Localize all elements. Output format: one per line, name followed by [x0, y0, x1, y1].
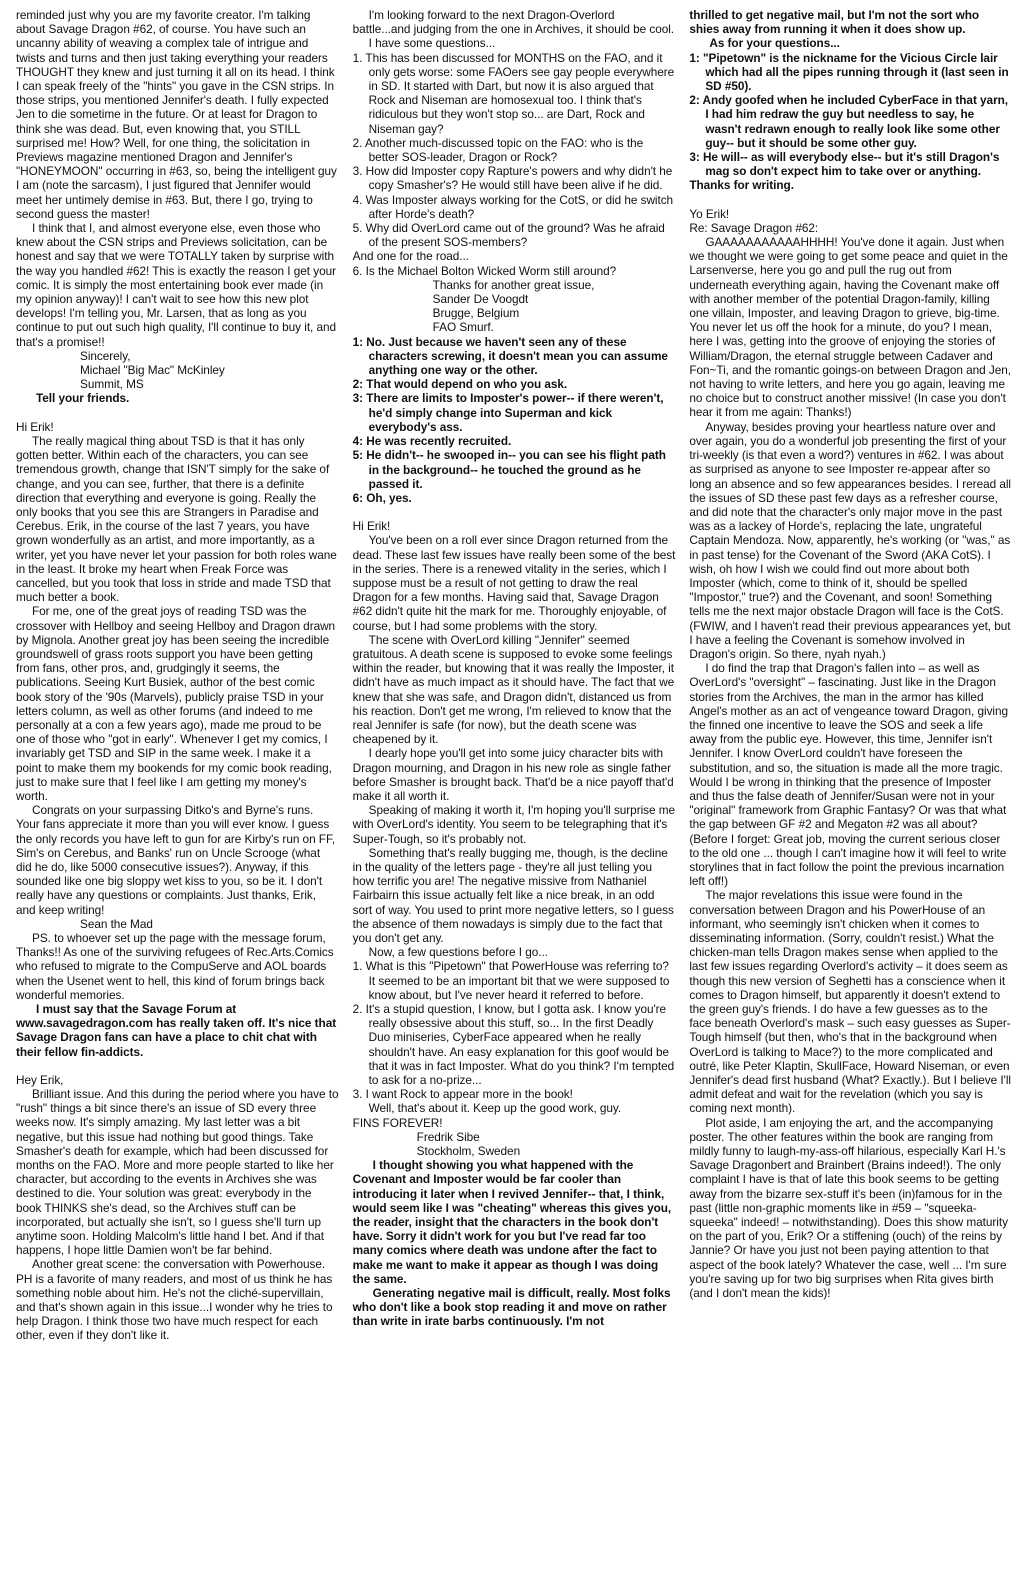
paragraph: 6: Oh, yes.: [352, 490, 412, 505]
paragraph: I must say that the Savage Forum at www.savagedragon.com has really taken off. It's nice that Savage Dragon fans can have a place to chit chat with their fellow fin-addicts.: [16, 1002, 337, 1059]
column-left: [16, 8, 339, 1588]
paragraph: 1. What is this "Pipetown" that PowerHouse was referring to? It seemed to be an important bit that we were supposed to know about, but I've never heard it referred to before.: [352, 959, 670, 1002]
paragraph: As for your questions...: [709, 36, 840, 51]
paragraph: I do find the trap that Dragon's fallen into – as well as OverLord's "oversight" – fascinating. Just like in the Dragon stories from the Archives, the man in the armor has killed Angel's mother as an act of vengeance toward Dragon, giving the finned one incentive to leave the SOS and seek a life away from the public eye. However, this time, Jennifer isn't Jennifer. I know OverLord couldn't have foreseen the substitution, and so, the situation is made all the more tragic. Would I be wrong in thinking that the presence of Imposter and thus the false death of Jennifer/Susan were not in your "original" framework from Graphic Fantasy? Or was that what the gap between GF #2 and Megaton #2 was all about? (Before I forget: Great job, moving the current serious closer to the old one ... though I can't imagine how it will feel to write storylines that in fact follow the point the previous incarnation left off!): [689, 661, 1009, 889]
paragraph: For me, one of the great joys of reading TSD was the crossover with Hellboy and seeing Hellboy and Dragon drawn by Mignola. Another great joy has been seeing the incredible groundswell of grass roots support you have been getting from fans, other pros, and, grudgingly it seems, the publications. Seeing Kurt Busiek, author of the best comic book story of the '90s (Marvels), publicly praise TSD in your letters column, as well as other forums (and indeed to me personally at a con a few years ago), made me proud to be one of those who "got in early". Whenever I get my comics, I invariably get TSD and SIP in the same week. I make it a point to make them my bookends for my comic book reading, just to make sure that I feel like I am getting my money's worth.: [16, 604, 336, 803]
paragraph: 2. Another much-discussed topic on the FAO: who is the better SOS-leader, Dragon or Rock?: [352, 135, 644, 165]
paragraph: 2: Andy goofed when he included CyberFace in that yarn, I had him redraw the guy but needless to say, he wasn't redrawn enough to really look like some other guy-- but it should be some other guy.: [689, 93, 1008, 150]
paragraph: 3: He will-- as will everybody else-- but it's still Dragon's mag so don't expect him to take over or anything.: [689, 150, 1000, 179]
paragraph: Sincerely,: [80, 348, 131, 363]
paragraph: Well, that's about it. Keep up the good work, guy.: [368, 1101, 622, 1116]
paragraph: I dearly hope you'll get into some juicy character bits with Dragon mourning, and Dragon in his new role as single father before Smasher is brought back. That'd be a nice payoff that'd make it all worth it.: [352, 746, 674, 803]
paragraph: thrilled to get negative mail, but I'm not the sort who shies away from running it when it does show up.: [689, 8, 980, 37]
paragraph: Thanks for another great issue,: [432, 277, 595, 292]
column-right: [689, 8, 1012, 1588]
paragraph: Sander De Voogdt: [432, 292, 529, 307]
paragraph: Generating negative mail is difficult, really. Most folks who don't like a book stop reading it and move on rather than write in irate barbs continuously. I'm not: [352, 1286, 671, 1329]
paragraph: Congrats on your surpassing Ditko's and Byrne's runs. Your fans appreciate it more than you will ever know. I guess the only records you have left to gun for are Kirby's run on FF, Sim's on Cerebus, and Banks' run on Uncle Scrooge (what did he do, like 5000 consecutive issues?). Anyway, if this sounded like one big sloppy wet kiss to you, so be it. I don't really have any questions or complaints. Just thanks, Erik, and keep writing!: [16, 803, 336, 917]
paragraph: 5. Why did OverLord came out of the ground? Was he afraid of the present SOS-members?: [352, 221, 665, 250]
paragraph: You've been on a roll ever since Dragon returned from the dead. These last few issues have really been some of the best in the series. There is a renewed vitality in the series, which I suppose must be a result of not getting to draw the real Dragon for a few months. Having said that, Savage Dragon #62 didn't quite hit the mark for me. Thoroughly enjoyable, of course, but I had some problems with the story.: [352, 533, 676, 633]
paragraph: reminded just why you are my favorite creator. I'm talking about Savage Dragon #62, of course. You have such an uncanny ability of weaving a complex tale of intrigue and twists and turns and then just taking everything your readers THOUGHT they knew and just turning it all on its head. I think I can speak freely of the "hints" you gave in the CSN strips. In those strips, you mentioned Jennifer's death. I fully expected Jen to die sometime in the future. Or at least for Dragon to think she was dead. But, even knowing that, you STILL surprised me! How? Well, for one thing, the solicitation in Previews magazine mentioned Dragon and Jennifer's "HONEYMOON" occurring in #63, so, being the intelligent guy I am (note the sarcasm), I just figured that Jennifer would meet her untimely demise in #63. But, there I go, trying to second guess the master!: [16, 8, 337, 221]
paragraph: Speaking of making it worth it, I'm hoping you'll surprise me with OverLord's identity. You seem to be telegraphing that it's Super-Tough, so it's probably not.: [352, 803, 676, 846]
paragraph: I have some questions...: [368, 36, 496, 51]
paragraph: PS. to whoever set up the page with the message forum, Thanks!! As one of the surviving refugees of Rec.Arts.Comics who refused to migrate to the CompuServe and AOL boards when the Usenet went to hell, this kind of forum brings back wonderful memories.: [16, 931, 334, 1002]
paragraph: Hi Erik!: [16, 419, 54, 434]
paragraph: Thanks for writing.: [689, 178, 794, 193]
paragraph: FINS FOREVER!: [352, 1115, 443, 1130]
paragraph: And one for the road...: [352, 249, 469, 264]
paragraph: 1: No. Just because we haven't seen any of these characters screwing, it doesn't mean you can assume anything one way or the other.: [352, 334, 668, 378]
paragraph: Brilliant issue. And this during the period where you have to "rush" things a bit since there's an issue of SD every three weeks now. It's simply amazing. My last letter was a bit negative, but this issue had nothing but good things. Take Smasher's death for example, which had been discussed for months on the FAO. More and more people started to like her character, but according to the events in Archives she was destined to die. Your solution was great: everybody in the book THINKS she's dead, so the Archives stuff can be incorporated, but actually she isn't, so I guess she'll turn up anytime soon. Holding Malcolm's little hand I bet. And if that happens, I hope little Damien won't be far behind.: [16, 1087, 339, 1258]
paragraph: Stockholm, Sweden: [416, 1144, 521, 1159]
paragraph: Brugge, Belgium: [432, 306, 520, 321]
paragraph: Yo Erik!: [689, 206, 730, 221]
paragraph: 3. I want Rock to appear more in the book!: [352, 1087, 573, 1102]
paragraph: Re: Savage Dragon #62:: [689, 220, 819, 235]
paragraph: Hey Erik,: [16, 1072, 64, 1087]
paragraph: 1. This has been discussed for MONTHS on the FAO, and it only gets worse: some FAOers see gay people everywhere in SD. It started with Dart, but now it is also argued that Rock and Niseman are homosexual too. I think that's ridiculous but they won't stop so... are Dart, Rock and Niseman gay?: [352, 50, 675, 136]
paragraph: Michael "Big Mac" McKinley: [80, 363, 225, 378]
paragraph: Sean the Mad: [80, 916, 153, 931]
paragraph: I'm looking forward to the next Dragon-Overlord battle...and judging from the one in Archives, it should be cool.: [352, 8, 675, 37]
paragraph: Summit, MS: [80, 377, 144, 392]
paragraph: Hi Erik!: [352, 519, 391, 534]
paragraph: Fredrik Sibe: [416, 1129, 480, 1144]
paragraph: Something that's really bugging me, though, is the decline in the quality of the letters page - they're all just telling you how terrific you are! The negative missive from Nathaniel Fairbairn this issue actually felt like a nice break, in an odd sort of way. You used to print more negative letters, so I guess the absence of them nowadays is simply due to the fact that you don't get any.: [352, 845, 674, 945]
paragraph: Anyway, besides proving your heartless nature over and over again, you do a wonderful job presenting the first of your tri-weekly (is that even a word?) ventures in #62. I was about as surprised as anyone to see Imposter re-appear after so long an absence and so few appearances besides. I reread all the issues of SD these past few days as a refresher course, and did note that the character's only major move in the past was as a lackey of Horde's, replacing the late, ungrateful Captain Mendoza. Now, apparently, he's working (or "was," as in past tense) for the Covenant of the Sword (AKA CotS). I wish, oh how I wish we could find out more about both Imposter (which, come to think of it, should be spelled "Impostor," true?) and the Covenant, and soon! Something tells me the next major obstacle Dragon will face is the CotS. (FWIW, and I haven't read their previous appearances yet, but I have a feeling the Covenant is somehow involved in Dragon's origin. So there, nyah nyah.): [689, 419, 1011, 661]
paragraph: 4: He was recently recruited.: [352, 434, 512, 449]
paragraph: The major revelations this issue were found in the conversation between Dragon and his PowerHouse of an informant, who seemingly isn't chicken when it comes to disseminating information. (Sorry, couldn't resist.) What the chicken-man tells Dragon makes sense when applied to the last few issues regarding Overlord's activity – it does seem as though this new version of Seghetti has a conscience when it comes to Dragon himself, but apparently it doesn't extend to the green guy's friends. I do have a few guesses as to the face beneath Overlord's mask – such easy guesses as Super-Tough himself (but then, who's that in the background when OverLord is talking to Mace?) to the more complicated and outré, like Peter Klaptin, SkullFace, Howard Niseman, or even Jennifer's dead first husband (What? Exactly.). But I believe I'll admit defeat and wait for the revelation (which you say is coming next month).: [689, 888, 1011, 1116]
paragraph: 3. How did Imposter copy Rapture's powers and why didn't he copy Smasher's? He would still have been alive if he did.: [352, 164, 673, 193]
paragraph: FAO Smurf.: [432, 320, 494, 335]
paragraph: 2: That would depend on who you ask.: [352, 377, 568, 392]
paragraph: Now, a few questions before I go...: [368, 945, 548, 960]
paragraph: 4. Was Imposter always working for the CotS, or did he switch after Horde's death?: [352, 192, 674, 221]
paragraph: Tell your friends.: [36, 391, 130, 406]
paragraph: 2. It's a stupid question, I know, but I gotta ask. I know you're really obsessive about this stuff, so... In the first Deadly Duo miniseries, CyberFace appeared when he really shouldn't have. An easy explanation for this goof would be that it was in fact Imposter. What do you think? I'm tempted to ask for a no-prize...: [352, 1002, 675, 1088]
paragraph: The scene with OverLord killing "Jennifer" seemed gratuitous. A death scene is supposed to evoke some feelings within the reader, but knowing that it was really the Imposter, it didn't have as much impact as it should have. The fact that we knew that she was safe, and Dragon didn't, distanced us from his reaction. Don't get me wrong, I'm relieved to know that the real Jennifer is safe (for now), but the death scene was cheapened by it.: [352, 632, 675, 747]
paragraph: 1: "Pipetown" is the nickname for the Vicious Circle lair which had all the pipes running through it (last seen in SD #50).: [689, 50, 1009, 94]
paragraph: Plot aside, I am enjoying the art, and the accompanying poster. The other features within the book are ranging from mildly funny to laugh-my-ass-off hilarious, especially Karl H.'s Savage Dragonbert and Brainbert (Brains indeed!). The only complaint I have is that of late this book seems to be getting away from the bizarre sex-stuff it's been (in)famous for in the past (little non-graphic moments like in #59 – "squeeka-squeeka" indeed! – notwithstanding). Does this show maturity on the part of you, Erik? Or a stiffening (ouch) of the reins by Jannie? Or have you just not been paying attention to that aspect of the book lately? Whatever the case, well ... I'm sure you're saving up for two big surprises when Rita gives birth (and I don't mean the kids)!: [689, 1115, 1008, 1301]
paragraph: I think that I, and almost everyone else, even those who knew about the CSN strips and Previews solicitation, can be honest and say that we were TOTALLY taken by surprise with the way you handled #62! This is exactly the reason I get your comic. It is simply the most entertaining book ever made (in my opinion anyway)! I can't wait to see how this new plot develops! I'm telling you, Mr. Larsen, that as long as you continue to put out such high quality, I'll continue to buy it, and that's a promise!!: [16, 221, 337, 349]
paragraph: 3: There are limits to Imposter's power-- if there weren't, he'd simply change into Superman and kick everybody's ass.: [352, 391, 664, 434]
paragraph: Another great scene: the conversation with Powerhouse. PH is a favorite of many readers, and most of us think he has something noble about him. He's not the cliché-supervillain, and that's shown again in this issue...I wonder why he tries to help Dragon. I think those two have much respect for each other, even if they don't like it.: [16, 1257, 333, 1343]
paragraph: 6. Is the Michael Bolton Wicked Worm still around?: [352, 263, 617, 278]
paragraph: The really magical thing about TSD is that it has only gotten better. Within each of the characters, you can see tremendous growth, change that ISN'T simply for the sake of change, and you can see, further, that there is a definite direction that everything and everyone is going. Really the only books that you see this are Strangers in Paradise and Cerebus. Erik, in the course of the last 7 years, you have grown wonderfully as an artist, and more importantly, as a writer, yet you have never let your passion for both roles wane in the least. It broke my heart when Freak Force was cancelled, but you took that loss in stride and made TSD that much better a book.: [16, 433, 337, 605]
column-middle: [353, 8, 676, 1588]
paragraph: 5: He didn't-- he swooped in-- you can see his flight path in the background-- he touched the ground as he passed it.: [352, 448, 666, 491]
paragraph: GAAAAAAAAAAAHHHH! You've done it again. Just when we thought we were going to get some peace and quiet in the Larsenverse, here you go and pull the rug out from underneath everything again, having the Covenant make off with another member of the potential Dragon-family, killing one villain, Imposter, and leaving Dragon to grieve, big-time. You never let us off the hook for a minute, do you? I mean, here I was, getting into the groove of enjoying the stories of William/Dragon, the eternal struggle between Cadaver and Fon~Ti, and the romantic goings-on between Dragon and Jen, not having to write letters, and here you go again, leaving me no choice but to construct another missive! (In case you don't hear it from me again: Thanks!): [689, 235, 1011, 420]
paragraph: I thought showing you what happened with the Covenant and Imposter would be far cooler than introducing it later when I revived Jennifer-- that, I think, would seem like I was "cheating" whereas this gives you, the reader, insight that the characters in the book don't have. Sorry it didn't work for you but I've read far too many comics where death was undone after the fact to make me want to make it appear as though I was doing the same.: [352, 1158, 672, 1286]
